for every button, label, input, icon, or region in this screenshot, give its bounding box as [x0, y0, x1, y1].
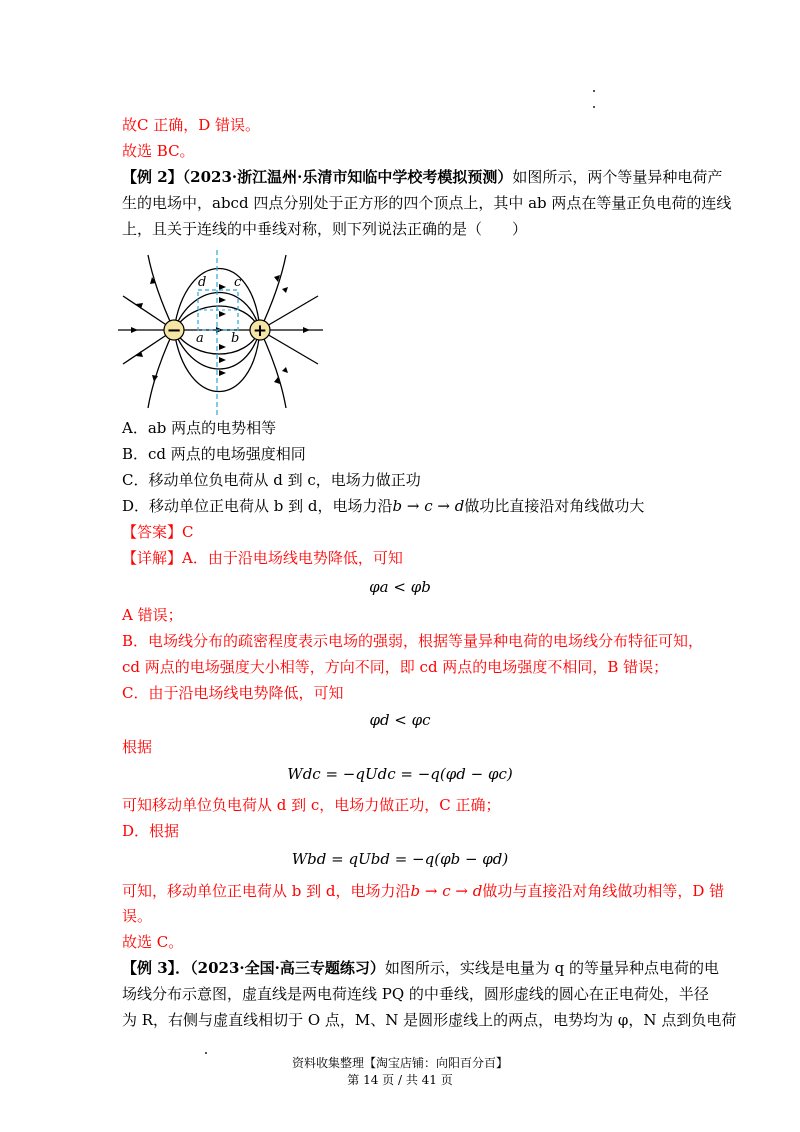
example-2-header [122, 167, 722, 187]
text-line: 故C 正确，D 错误。 [122, 116, 261, 134]
field-lines-figure [118, 250, 323, 415]
question-text: 如图所示，实线是电量为 q 的等量异种点电荷的电 [384, 959, 720, 977]
detail-text: A．由于沿电场线电势降低，可知 [182, 549, 403, 567]
option-b: B．cd 两点的电场强度相同 [122, 445, 306, 463]
detail-line: B．电场线分布的疏密程度表示电场的强弱，根据等量异种电荷的电场线分布特征可知， [122, 632, 704, 650]
detail-text: 可知，移动单位正电荷从 b 到 d，电场力沿 [122, 882, 411, 900]
example-source: （2023·全国·高三专题练习） [190, 959, 385, 977]
detail-line: 根据 [122, 738, 153, 756]
field-line [260, 255, 286, 330]
question-text: 上，且关于连线的中垂线对称，则下列说法正确的是（ ） [122, 220, 528, 238]
answer-value: C [182, 523, 194, 541]
option-d-text: D．移动单位正电荷从 b 到 d，电场力沿 [122, 497, 393, 515]
footer-source: 资料收集整理【淘宝店铺：向阳百分百】 [291, 1056, 508, 1070]
equation-2: φd < φc [369, 711, 431, 729]
field-line [148, 330, 174, 408]
field-line [148, 255, 174, 330]
option-d-text: 做功比直接沿对角线做功大 [464, 497, 645, 515]
detail-line: 故选 C。 [122, 933, 184, 951]
label-c: c [234, 275, 242, 290]
detail-line: C．由于沿电场线电势降低，可知 [122, 684, 344, 702]
detail-line: 误。 [122, 907, 153, 925]
label-a: a [196, 331, 204, 346]
option-d [122, 496, 644, 516]
detail-line: D．根据 [122, 822, 180, 840]
option-d-path: b → c → d [392, 497, 465, 515]
example-3-header [122, 958, 719, 978]
detail-line: cd 两点的电场强度大小相等，方向不同，即 cd 两点的电场强度不相同，B 错误； [122, 658, 669, 676]
negative-sign: − [166, 320, 182, 341]
positive-sign: + [252, 321, 268, 341]
equation-4: Wbd = qUbd = −q(φb − φd) [291, 850, 509, 868]
equation-3: Wdc = −qUdc = −q(φd − φc) [287, 765, 513, 783]
detail-line: 可知移动单位负电荷从 d 到 c，电场力做正功，C 正确； [122, 796, 501, 814]
example-source: （2023·浙江温州·乐清市知临中学校考模拟预测） [182, 168, 513, 186]
detail-tag: 【详解】 [122, 549, 183, 567]
corner-dot [593, 106, 595, 108]
corner-dot [593, 90, 595, 92]
page-number: 第 14 页 / 共 41 页 [347, 1073, 453, 1087]
answer-tag: 【答案】 [122, 523, 183, 541]
detail-path: b → c → d [410, 882, 483, 900]
label-b: b [231, 331, 240, 346]
answer-line [122, 522, 194, 542]
question-text: 如图所示，两个等量异种电荷产 [512, 168, 723, 186]
field-line [260, 330, 286, 408]
question-text: 生的电场中，abcd 四点分别处于正方形的四个顶点上，其中 ab 两点在等量正负电荷的连线 [122, 194, 732, 212]
example-tag: 【例 2】 [122, 168, 183, 186]
equation-1: φa < φb [369, 578, 431, 596]
detail-text: 做功与直接沿对角线做功相等，D 错 [482, 882, 725, 900]
option-a: A．ab 两点的电势相等 [122, 419, 277, 437]
text-line: 故选 BC。 [122, 142, 195, 160]
detail-line [122, 881, 724, 901]
question-text: 为 R，右侧与虚直线相切于 O 点，M、N 是圆形虚线上的两点，电势均为 φ，N 点到负电荷 [122, 1011, 737, 1029]
example-tag: 【例 3】． [122, 959, 191, 977]
label-d: d [198, 275, 207, 290]
option-c: C．移动单位负电荷从 d 到 c，电场力做正功 [122, 471, 421, 489]
detail-line [122, 548, 403, 568]
question-text: 场线分布示意图，虚直线是两电荷连线 PQ 的中垂线，圆形虚线的圆心在正电荷处，半径 [122, 985, 709, 1003]
detail-line: A 错误； [122, 606, 183, 624]
